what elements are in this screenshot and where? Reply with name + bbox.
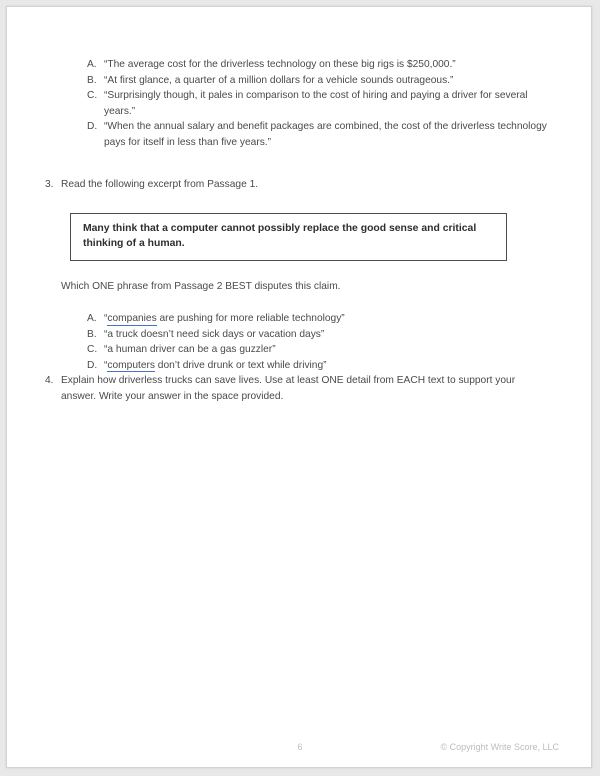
option-text: “At first glance, a quarter of a million dollars for a vehicle sounds outrageous.” bbox=[104, 74, 454, 86]
question-4 bbox=[45, 373, 550, 404]
option-text-rest: are pushing for more reliable technology” bbox=[156, 313, 345, 324]
list-item[interactable] bbox=[87, 57, 557, 73]
question-prompt: Read the following excerpt from Passage 1. bbox=[61, 179, 259, 190]
option-text: “The average cost for the driverless technology on these big rigs is $250,000.” bbox=[104, 59, 456, 70]
list-item[interactable] bbox=[87, 358, 487, 374]
page-footer bbox=[7, 742, 592, 760]
option-letter: D. bbox=[87, 121, 98, 133]
option-letter: B. bbox=[87, 328, 97, 340]
question-prompt: Explain how driverless trucks can save lives. Use at least ONE detail from EACH text to support your answer. Write your answer in the space provided. bbox=[61, 375, 516, 402]
list-item[interactable] bbox=[87, 327, 487, 343]
question-4-prompt-row bbox=[45, 373, 550, 404]
option-text bbox=[104, 327, 487, 343]
option-letter: C. bbox=[87, 90, 98, 102]
option-text-rest: a human driver can be a gas guzzler” bbox=[107, 344, 276, 356]
open-quote: “ bbox=[104, 344, 108, 356]
option-text-rest: a truck doesn’t need sick days or vacation days” bbox=[107, 328, 325, 340]
option-text bbox=[104, 358, 487, 374]
excerpt-box bbox=[70, 213, 507, 261]
option-letter: D. bbox=[87, 359, 98, 371]
option-text-rest: don’t drive drunk or text while driving” bbox=[154, 359, 327, 371]
list-item[interactable] bbox=[87, 88, 557, 119]
option-letter: A. bbox=[87, 313, 97, 324]
spellcheck-underlined-word: companies bbox=[107, 313, 157, 324]
spellcheck-underlined-word: computers bbox=[107, 359, 155, 371]
question-3-sub-prompt: Which ONE phrase from Passage 2 BEST disputes this claim. bbox=[61, 280, 341, 292]
list-item[interactable] bbox=[87, 119, 557, 150]
footer-page-number: 6 bbox=[297, 742, 303, 752]
list-item[interactable] bbox=[87, 311, 487, 327]
options-list-continued bbox=[87, 57, 557, 151]
open-quote: “ bbox=[104, 313, 108, 324]
question-3-prompt-row bbox=[45, 177, 545, 193]
document-page bbox=[6, 6, 592, 768]
option-letter: A. bbox=[87, 59, 97, 70]
option-letter: C. bbox=[87, 344, 98, 356]
list-item[interactable] bbox=[87, 73, 557, 89]
footer-copyright: © Copyright Write Score, LLC bbox=[440, 742, 559, 752]
excerpt-text: Many think that a computer cannot possibly replace the good sense and critical thinking of a human. bbox=[83, 222, 477, 249]
option-text: “Surprisingly though, it pales in comparison to the cost of hiring and paying a driver for several years.” bbox=[104, 90, 528, 117]
open-quote: “ bbox=[104, 328, 108, 340]
list-item[interactable] bbox=[87, 342, 487, 358]
question-number: 3. bbox=[45, 179, 54, 190]
option-text: “When the annual salary and benefit packages are combined, the cost of the driverless technology pays for itself in less than five years.” bbox=[104, 121, 547, 148]
options-list-question-3 bbox=[87, 311, 487, 373]
option-text bbox=[104, 311, 487, 327]
open-quote: “ bbox=[104, 359, 108, 371]
option-letter: B. bbox=[87, 74, 97, 86]
question-number: 4. bbox=[45, 375, 54, 386]
question-3 bbox=[45, 177, 545, 373]
option-text bbox=[104, 342, 487, 358]
